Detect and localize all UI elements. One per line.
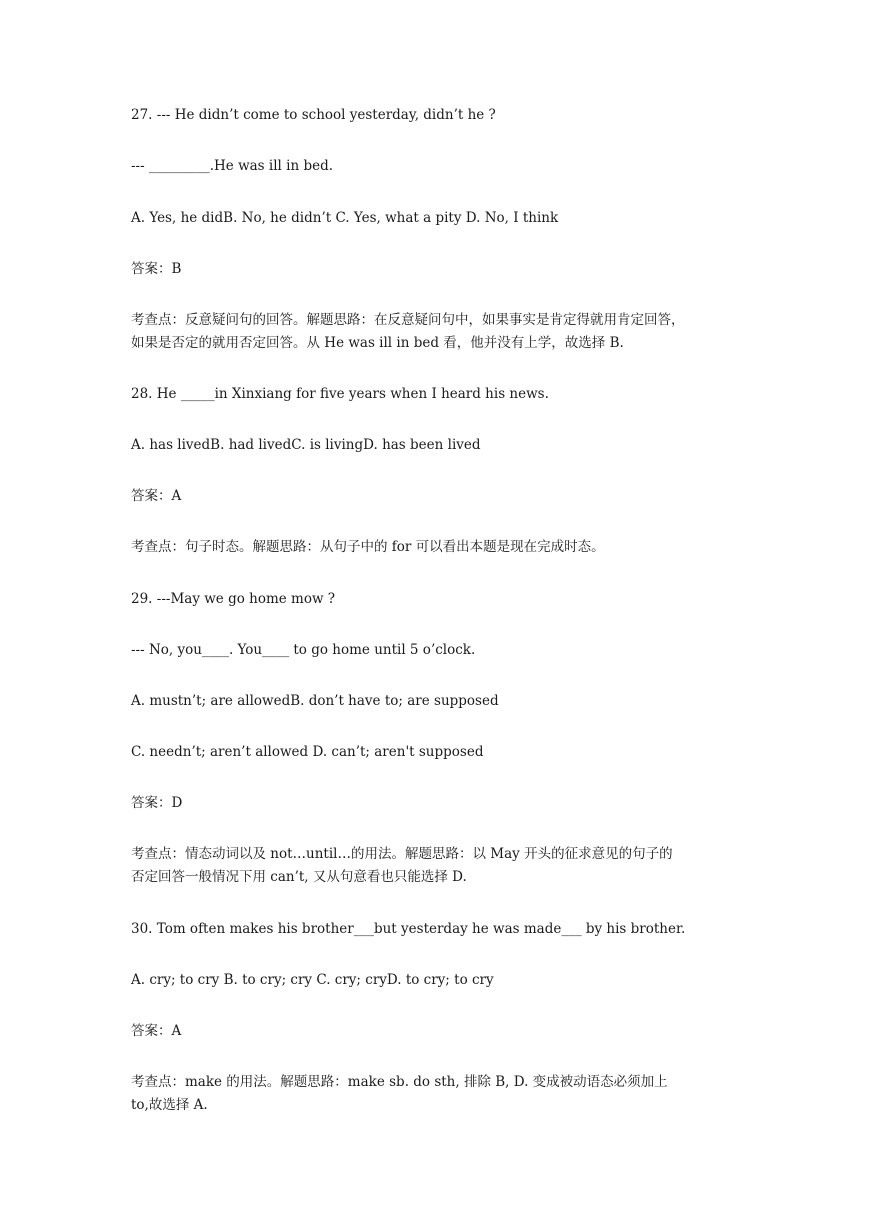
question-30-explanation-line-1: 考查点：make 的用法。解题思路：make sb. do sth, 排除 B, D. 变成被动语态必须加上 — [131, 1074, 668, 1090]
question-27-stem: 27. --- He didn’t come to school yesterday, didn’t he ? — [131, 107, 496, 123]
question-29-answer: 答案：D — [131, 795, 183, 811]
question-30-options: A. cry; to cry B. to cry; cry C. cry; cryD. to cry; to cry — [131, 972, 494, 988]
question-27-options: A. Yes, he didB. No, he didn’t C. Yes, what a pity D. No, I think — [131, 210, 559, 226]
question-29-stem: 29. ---May we go home mow ? — [131, 591, 336, 607]
question-30-stem: 30. Tom often makes his brother___but yesterday he was made___ by his brother. — [131, 921, 686, 937]
question-27-explanation-line-2: 如果是否定的就用否定回答。从 He was ill in bed 看，他并没有上学，故选择 B. — [131, 335, 624, 351]
question-28-explanation-line-1: 考查点：句子时态。解题思路：从句子中的 for 可以看出本题是现在完成时态。 — [131, 539, 605, 555]
question-29-options-line-1: A. mustn’t; are allowedB. don’t have to; are supposed — [131, 693, 499, 709]
question-29-explanation-line-2: 否定回答一般情况下用 can’t, 又从句意看也只能选择 D. — [131, 869, 467, 885]
question-28-stem: 28. He _____in Xinxiang for five years when I heard his news. — [131, 386, 549, 402]
question-30-explanation-line-2: to,故选择 A. — [131, 1097, 208, 1113]
question-29-dialogue: --- No, you____. You____ to go home until 5 o’clock. — [131, 642, 476, 658]
question-28-answer: 答案：A — [131, 488, 182, 504]
question-30-answer: 答案：A — [131, 1023, 182, 1039]
question-28-options: A. has livedB. had livedC. is livingD. has been lived — [131, 437, 481, 453]
question-29-explanation-line-1: 考查点：情态动词以及 not…until…的用法。解题思路：以 May 开头的征求意见的句子的 — [131, 846, 673, 862]
question-27-dialogue: --- _________.He was ill in bed. — [131, 158, 334, 174]
question-27-explanation-line-1: 考查点：反意疑问句的回答。解题思路：在反意疑问句中，如果事实是肯定得就用肯定回答， — [131, 312, 685, 328]
question-27-answer: 答案：B — [131, 261, 182, 277]
question-29-options-line-2: C. needn’t; aren’t allowed D. can’t; aren't supposed — [131, 744, 484, 760]
